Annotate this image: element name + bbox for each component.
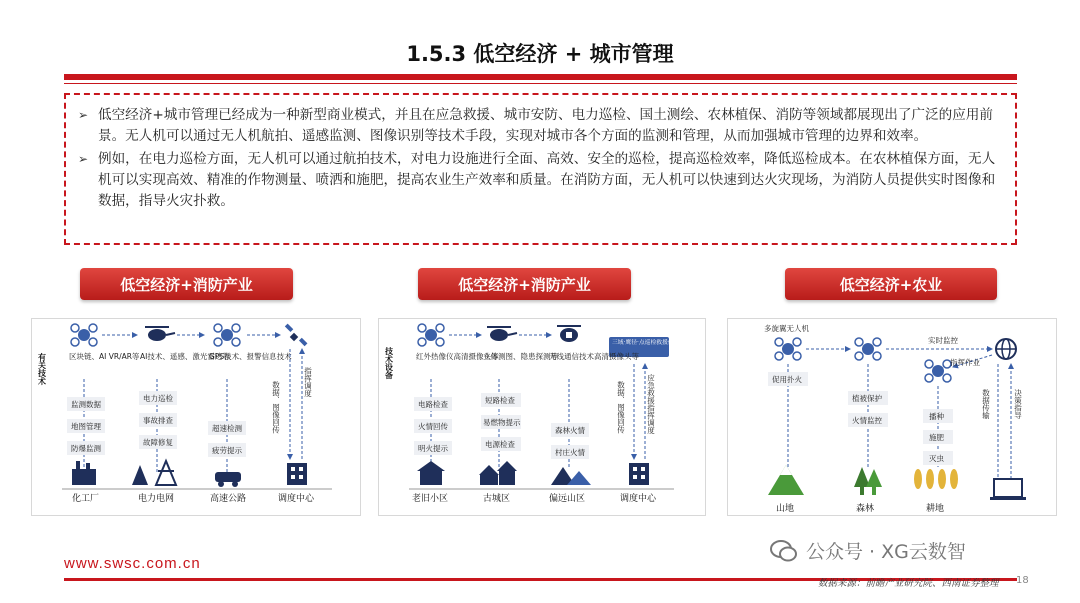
summary-paragraph-2	[78, 149, 1001, 212]
agri-diagram	[728, 319, 1058, 517]
diagram-panel-agriculture	[727, 318, 1057, 516]
function-box: 火情回传	[418, 422, 448, 431]
bottom-label: 山地	[776, 504, 795, 514]
function-box: 播种	[929, 412, 944, 421]
drone-icon	[418, 324, 444, 346]
control-center-icon	[629, 463, 649, 485]
tech-label: GPS技术、报警信息技术	[209, 352, 292, 361]
diagram-panel-power	[31, 318, 361, 516]
wechat-icon	[770, 539, 798, 563]
tech-label: 区块链、AI VR/AR等	[69, 352, 140, 361]
watermark	[770, 537, 966, 564]
bottom-label: 电力电网	[138, 494, 175, 504]
drone-icon	[214, 324, 240, 346]
function-box: 电源检查	[485, 440, 515, 449]
title-underline	[64, 74, 1017, 80]
function-box: 地图管理	[71, 422, 101, 431]
function-box: 火情监控	[852, 416, 882, 425]
forest-icon	[854, 467, 882, 495]
drone-icon	[855, 338, 881, 360]
power-diagram	[32, 319, 362, 517]
arrow-label: 实时监控	[928, 336, 958, 345]
function-box: 故障修复	[143, 438, 173, 447]
mountain-area-icon	[551, 467, 591, 485]
function-box: 监测数据	[71, 400, 101, 409]
function-box: 超速检测	[212, 424, 242, 433]
vertical-label: 数据、图像回传	[616, 381, 626, 434]
function-box: 植被保护	[852, 394, 882, 403]
helicopter-icon	[487, 327, 517, 341]
function-box: 短路检查	[485, 396, 515, 405]
bottom-label: 森林	[856, 504, 875, 514]
function-box: 促用扑火	[772, 375, 802, 384]
bottom-label: 调度中心	[620, 494, 657, 504]
vertical-label: 数据、图像回传	[271, 381, 281, 434]
drone-icon	[775, 338, 801, 360]
bottom-label: 老旧小区	[412, 494, 449, 504]
function-box: 明火提示	[418, 444, 448, 453]
function-box: 疲劳提示	[212, 446, 242, 455]
vertical-label: 决策指导	[1013, 389, 1023, 419]
function-box: 电力巡检	[143, 394, 173, 403]
function-box: 村庄火情	[555, 448, 585, 457]
control-center-icon	[287, 463, 307, 485]
drone-icon	[925, 360, 951, 382]
page-number: 18	[1016, 575, 1029, 586]
function-box: 灭虫	[929, 454, 944, 463]
highway-car-icon	[215, 472, 241, 487]
globe-icon	[996, 339, 1016, 359]
arrow-bullet-icon: ➢	[78, 152, 89, 166]
vertical-label: 数据传输	[981, 389, 991, 419]
bottom-label: 高速公路	[210, 494, 247, 504]
power-grid-icon	[132, 461, 176, 485]
bottom-label: 化工厂	[72, 494, 100, 504]
side-label: 技术设备	[384, 347, 394, 379]
fire-diagram	[379, 319, 707, 517]
bottom-label: 调度中心	[278, 494, 315, 504]
function-box: 电路检查	[418, 400, 448, 409]
laptop-icon	[990, 479, 1026, 500]
footer-url[interactable]: www.swsc.com.cn	[64, 555, 201, 572]
system-badge: 三域·鹰径·点巡检救援体系	[612, 340, 680, 346]
diagram-panel-fire	[378, 318, 706, 516]
title-underline-thin	[64, 83, 1017, 84]
function-box: 事故排查	[143, 416, 173, 425]
watermark-text: 公众号 · XG云数智	[806, 541, 966, 563]
mountain-icon	[768, 465, 804, 495]
arrow-label: 指挥作业	[950, 358, 980, 367]
wheat-icon	[914, 469, 958, 489]
tech-label: 无线通信技术高清摄像头等	[549, 352, 639, 361]
page-title: 1.5.3 低空经济 + 城市管理	[406, 42, 674, 66]
tech-label: 红外热像仪高清摄像头等	[416, 352, 499, 361]
helicopter-icon	[145, 327, 175, 341]
paragraph-text-1: 低空经济+城市管理已经成为一种新型商业模式，并且在应急救援、城市安防、电力巡检、国土测绘、农林植保、消防等领域都展现出了广泛的应用前景。无人机可以通过无人机航拍、遥感监测、图像识别等技术手段，实现对城市各个方面的监测和管理，从而加强城市管理的边界和效率。	[98, 107, 993, 144]
old-community-icon	[417, 461, 445, 485]
rescue-helicopter-icon	[557, 326, 581, 342]
bottom-label: 古城区	[483, 494, 511, 504]
function-box: 施肥	[929, 433, 944, 442]
paragraph-text-2: 例如，在电力巡检方面，无人机可以通过航拍技术，对电力设施进行全面、高效、安全的巡检，提高巡检效率，降低巡检成本。在农林植保方面，无人机可以实现高效、精准的作物测量、喷洒和施肥，提高农业生产效率和质量。在消防方面，无人机可以快速到达火灾现场，为消防人员提供实时图像和数据，指导火灾扑救。	[98, 151, 996, 209]
arrow-bullet-icon: ➢	[78, 108, 89, 122]
data-source: 数据来源：前瞻产业研究院、西南证券整理	[818, 578, 999, 589]
function-box: 防爆监测	[71, 444, 101, 453]
vertical-label: 指挥调度	[303, 367, 313, 397]
side-label: 有关技术	[37, 353, 47, 385]
bottom-label: 偏远山区	[549, 494, 586, 504]
top-label: 多旋翼无人机	[764, 324, 809, 333]
summary-box	[64, 93, 1017, 245]
pill-fire-industry-2: 低空经济+消防产业	[418, 268, 631, 300]
satellite-icon	[285, 324, 308, 347]
tech-label: AI技术、遥感、激光雷达等	[140, 352, 230, 361]
summary-paragraph-1	[78, 105, 1001, 147]
drone-icon	[71, 324, 97, 346]
vertical-label: 应急救援指挥调度	[646, 374, 656, 434]
function-box: 森林火情	[555, 426, 585, 435]
ancient-city-icon	[479, 461, 517, 485]
tech-label: 立体测图、隐患探测等	[483, 352, 558, 361]
pill-agriculture: 低空经济+农业	[785, 268, 997, 300]
pill-fire-industry-1: 低空经济+消防产业	[80, 268, 293, 300]
function-box: 易燃物提示	[483, 418, 521, 427]
bottom-label: 耕地	[926, 504, 945, 514]
